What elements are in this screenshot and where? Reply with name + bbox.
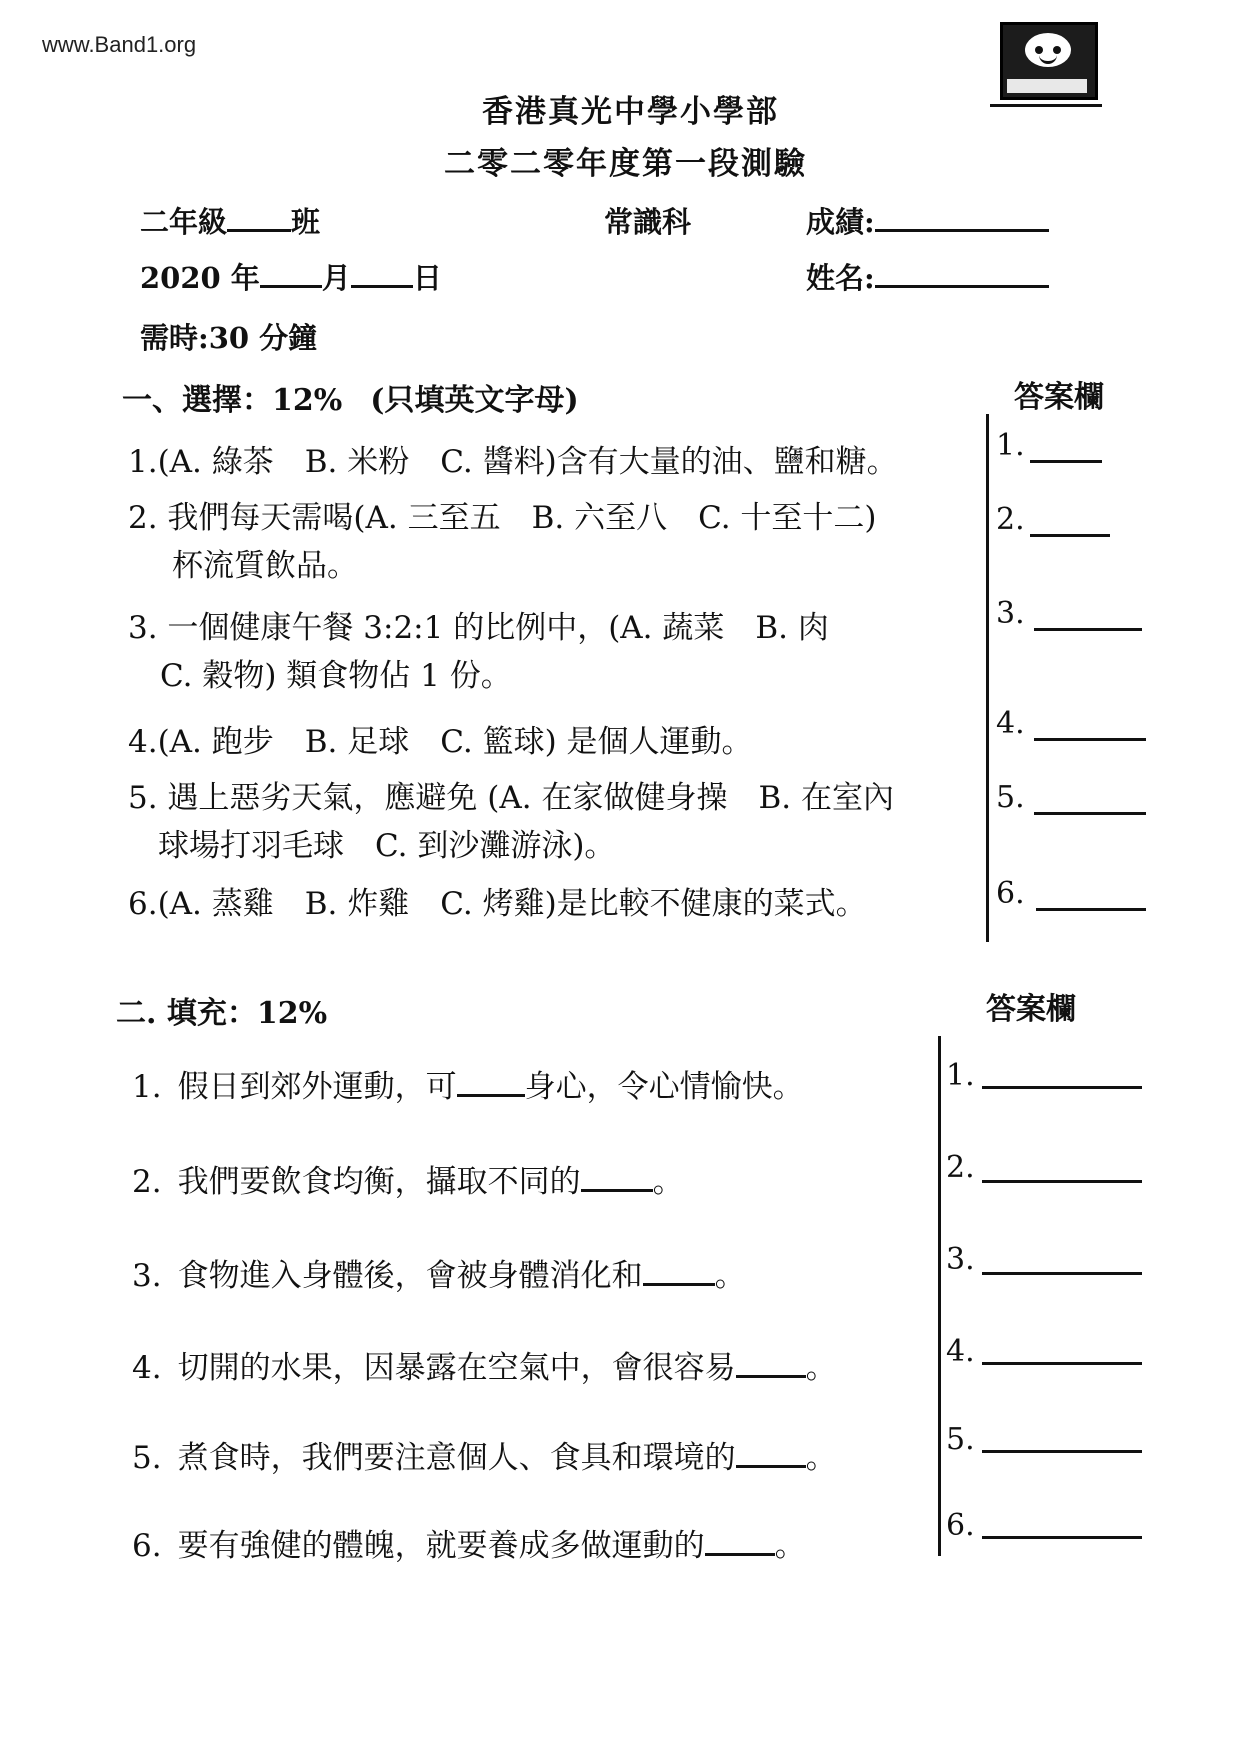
section1-answer-divider: [986, 414, 989, 942]
name-label: 姓名:: [806, 261, 875, 295]
s1-answer-blank-5[interactable]: [1034, 812, 1146, 815]
s2-answer-label-1: 1.: [946, 1058, 975, 1093]
logo-eye-left: [1035, 46, 1043, 54]
section1-title: [122, 375, 579, 419]
s2-q2-blank: [581, 1161, 653, 1192]
s2-q4-blank: [736, 1347, 806, 1378]
s1-q3-line2: C. 穀物) 類食物佔 1 份。: [160, 658, 512, 694]
s2-answer-blank-2[interactable]: [982, 1180, 1142, 1183]
s2-question-1: [132, 1063, 804, 1111]
s1-answer-label-3: 3.: [996, 596, 1025, 631]
day-blank: [351, 259, 413, 288]
s2-q2-after: 。: [652, 1164, 684, 1200]
s2-q5-after: 。: [805, 1440, 837, 1476]
s2-q6-blank: [705, 1525, 775, 1556]
s2-q5-num: 5.: [132, 1440, 162, 1476]
s2-q1-blank: [457, 1066, 525, 1097]
section2-answer-header: 答案欄: [986, 992, 1076, 1027]
s2-question-4: [132, 1344, 837, 1392]
s1-question-3: [128, 604, 829, 700]
s2-q6-after: 。: [774, 1528, 806, 1564]
logo-mouth: [1039, 55, 1057, 64]
s2-answer-label-2: 2.: [946, 1150, 975, 1185]
s2-q2-before: 我們要飲食均衡，攝取不同的: [177, 1164, 581, 1200]
s1-question-2: [128, 494, 877, 590]
s2-q1-after: 身心，令心情愉快。: [524, 1069, 804, 1105]
s2-answer-label-3: 3.: [946, 1242, 975, 1277]
score-field: [806, 200, 1049, 241]
s2-q5-before: 煮食時，我們要注意個人、食具和環境的: [177, 1440, 736, 1476]
school-title: 香港真光中學小學部: [482, 94, 779, 130]
day-label: 日: [412, 261, 442, 295]
watermark-text: www.Band1.org: [42, 32, 197, 57]
s1-answer-label-5: 5.: [996, 780, 1025, 815]
logo-face: [1025, 33, 1071, 67]
s2-q4-after: 。: [805, 1350, 837, 1386]
class-label: 班: [291, 205, 321, 239]
s2-answer-blank-5[interactable]: [982, 1450, 1142, 1453]
s2-q3-before: 食物進入身體後，會被身體消化和: [177, 1258, 643, 1294]
s2-answer-label-5: 5.: [946, 1422, 975, 1457]
logo-underline: [990, 104, 1102, 107]
stamp-logo-icon: [1000, 22, 1098, 100]
s2-answer-blank-6[interactable]: [982, 1536, 1142, 1539]
name-blank: [875, 259, 1049, 288]
s2-q2-num: 2.: [132, 1164, 162, 1200]
s1-q2-line2: 杯流質飲品。: [172, 548, 358, 584]
s2-q3-blank: [643, 1255, 715, 1286]
s2-q5-blank: [736, 1437, 806, 1468]
exam-title: 二零二零年度第一段測驗: [444, 146, 807, 182]
year-label: 2020 年: [140, 261, 260, 295]
s2-answer-blank-1[interactable]: [982, 1086, 1142, 1089]
month-blank: [260, 259, 322, 288]
s2-q3-num: 3.: [132, 1258, 162, 1294]
s2-q3-after: 。: [714, 1258, 746, 1294]
s1-answer-blank-6[interactable]: [1036, 908, 1146, 911]
name-field: [806, 256, 1049, 297]
s1-q5-line2: 球場打羽毛球 C. 到沙灘游泳)。: [158, 828, 616, 864]
s1-q2-line1: 2. 我們每天需喝(A. 三至五 B. 六至八 C. 十至十二): [128, 500, 877, 536]
score-blank: [875, 203, 1049, 232]
s1-answer-blank-1[interactable]: [1030, 460, 1102, 463]
logo-strip: [1007, 79, 1087, 93]
s1-answer-blank-3[interactable]: [1034, 628, 1142, 631]
s1-answer-label-2: 2.: [996, 502, 1025, 537]
s1-answer-label-1: 1.: [996, 428, 1025, 463]
s1-answer-blank-2[interactable]: [1030, 534, 1110, 537]
s1-question-5: [128, 774, 894, 870]
s2-question-2: [132, 1158, 684, 1206]
month-label: 月: [321, 261, 351, 295]
s1-answer-label-6: 6.: [996, 876, 1025, 911]
s2-answer-blank-3[interactable]: [982, 1272, 1142, 1275]
s1-q3-line1: 3. 一個健康午餐 3:2:1 的比例中，(A. 蔬菜 B. 肉: [128, 610, 829, 646]
date-field: [140, 256, 442, 297]
section1-answer-header: 答案欄: [1014, 380, 1104, 415]
s2-question-5: [132, 1434, 837, 1482]
s1-q6-line1: 6.(A. 蒸雞 B. 炸雞 C. 烤雞)是比較不健康的菜式。: [128, 886, 867, 922]
section2-answer-divider: [938, 1036, 941, 1556]
s2-answer-label-4: 4.: [946, 1334, 975, 1369]
s2-answer-blank-4[interactable]: [982, 1362, 1142, 1365]
grade-field: [140, 200, 320, 241]
s2-q4-before: 切開的水果，因暴露在空氣中，會很容易: [177, 1350, 736, 1386]
s1-q1-line1: 1.(A. 綠茶 B. 米粉 C. 醬料)含有大量的油、鹽和糖。: [128, 444, 898, 480]
time-label: 需時:30 分鐘: [140, 321, 318, 355]
s1-answer-label-4: 4.: [996, 706, 1025, 741]
score-label: 成績:: [806, 205, 875, 239]
s1-q4-line1: 4.(A. 跑步 B. 足球 C. 籃球) 是個人運動。: [128, 724, 753, 760]
s2-q1-num: 1.: [132, 1069, 162, 1105]
grade-label: 二年級: [140, 205, 228, 239]
section1-note: (只填英文字母): [370, 383, 579, 418]
s2-question-3: [132, 1252, 746, 1300]
section2-title: 二. 填充：12%: [116, 996, 328, 1031]
s1-answer-blank-4[interactable]: [1034, 738, 1146, 741]
subject-label: 常識科: [604, 205, 692, 239]
s2-q4-num: 4.: [132, 1350, 162, 1386]
s2-answer-label-6: 6.: [946, 1508, 975, 1543]
s2-q6-before: 要有強健的體魄，就要養成多做運動的: [177, 1528, 705, 1564]
class-blank: [227, 203, 291, 232]
section1-title-text: 一、選擇：12%: [122, 383, 343, 418]
s2-q6-num: 6.: [132, 1528, 162, 1564]
s1-question-1: [128, 438, 898, 486]
s2-question-6: [132, 1522, 806, 1570]
s2-q1-before: 假日到郊外運動，可: [177, 1069, 457, 1105]
logo-eye-right: [1053, 46, 1061, 54]
s1-q5-line1: 5. 遇上惡劣天氣，應避免 (A. 在家做健身操 B. 在室內: [128, 780, 894, 816]
s1-question-6: [128, 880, 867, 928]
s1-question-4: [128, 718, 753, 766]
